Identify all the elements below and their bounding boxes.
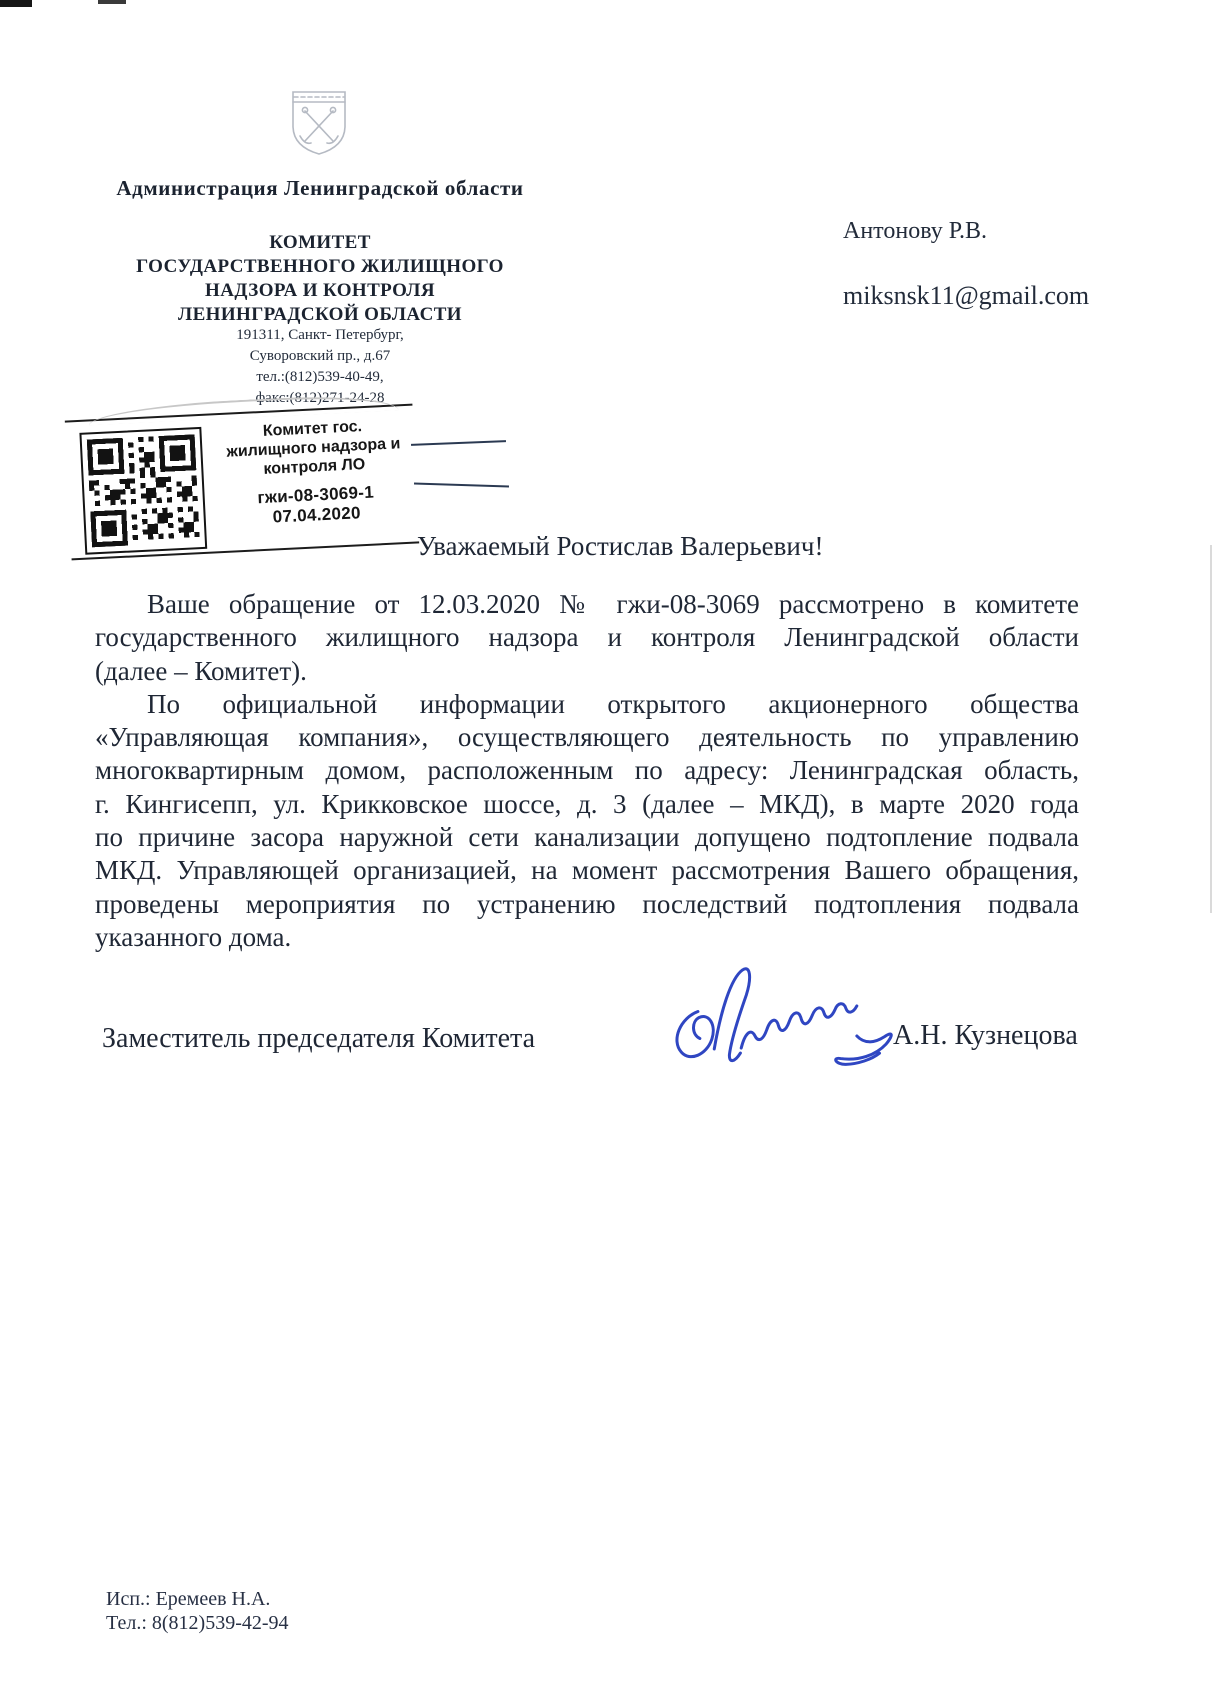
body-line: многоквартирным домом, расположенным по адресу: Ленинградская область,	[95, 755, 1079, 786]
body-paragraph	[95, 688, 1079, 954]
recipient-name: Антонову Р.В.	[843, 218, 988, 244]
letter-body	[95, 588, 1079, 954]
body-line: по причине засора наружной сети канализации допущено подтопление подвала	[95, 822, 1079, 853]
coat-of-arms-icon	[286, 84, 352, 158]
stamp-org-line: контроля ЛО	[263, 455, 366, 478]
body-line: (далее – Комитет).	[95, 655, 307, 686]
salutation: Уважаемый Ростислав Валерьевич!	[417, 531, 824, 561]
body-paragraph	[95, 588, 1079, 688]
executor: Исп.: Еремеев Н.А.	[106, 1588, 271, 1610]
body-line: указанного дома.	[95, 921, 292, 952]
address-line: тел.:(812)539-40-49,	[256, 369, 384, 385]
body-line: г. Кингисепп, ул. Крикковское шоссе, д. 3 (далее – МКД), в марте 2020 года	[95, 788, 1079, 819]
recipient-email: miksnsk11@gmail.com	[843, 281, 1090, 310]
committee-line: КОМИТЕТ	[269, 232, 371, 253]
executor-phone: Тел.: 8(812)539-42-94	[106, 1611, 289, 1634]
committee-line: ГОСУДАРСТВЕННОГО ЖИЛИЩНОГО	[136, 256, 504, 277]
stamp-registration-number: гжи-08-3069-1	[256, 482, 375, 508]
stamp-date: 07.04.2020	[272, 503, 362, 527]
address-line: факс:(812)271-24-28	[255, 390, 385, 406]
committee-name	[70, 231, 570, 327]
scan-artifact-right-edge	[1210, 545, 1212, 913]
body-line: Ваше обращение от 12.03.2020 № гжи-08-3069 рассмотрено в комитете	[147, 589, 1079, 619]
committee-line: НАДЗОРА И КОНТРОЛЯ	[205, 280, 435, 301]
letter-footer	[106, 1588, 289, 1635]
signer-name: А.Н. Кузнецова	[893, 1020, 1078, 1051]
committee-line: ЛЕНИНГРАДСКОЙ ОБЛАСТИ	[178, 304, 462, 325]
address-line: 191311, Санкт- Петербург,	[236, 327, 404, 343]
administration-heading: Администрация Ленинградской области	[116, 176, 524, 200]
address-line: Суворовский пр., д.67	[249, 348, 391, 364]
scan-artifact-top	[98, 0, 126, 4]
registration-blank-line	[411, 440, 506, 446]
registration-stamp	[65, 404, 419, 561]
stamp-org-line: Комитет гос.	[262, 418, 363, 440]
stamp-text	[213, 415, 416, 531]
handwritten-signature	[666, 943, 932, 1080]
registration-blank-line	[414, 483, 509, 488]
body-line: МКД. Управляющей организацией, на момент рассмотрения Вашего обращения,	[95, 855, 1079, 886]
signer-position: Заместитель председателя Комитета	[102, 1023, 536, 1054]
qr-code-icon	[79, 427, 207, 555]
stamp-org-line: жилищного надзора и	[226, 435, 401, 461]
body-line: государственного жилищного надзора и контроля Ленинградской области	[95, 622, 1079, 653]
body-line: «Управляющая компания», осуществляющего деятельность по управлению	[95, 722, 1079, 753]
body-line: проведены мероприятия по устранению последствий подтопления подвала	[95, 888, 1079, 919]
scan-artifact-top-left	[0, 0, 32, 7]
body-line: По официальной информации открытого акционерного общества	[147, 688, 1079, 719]
